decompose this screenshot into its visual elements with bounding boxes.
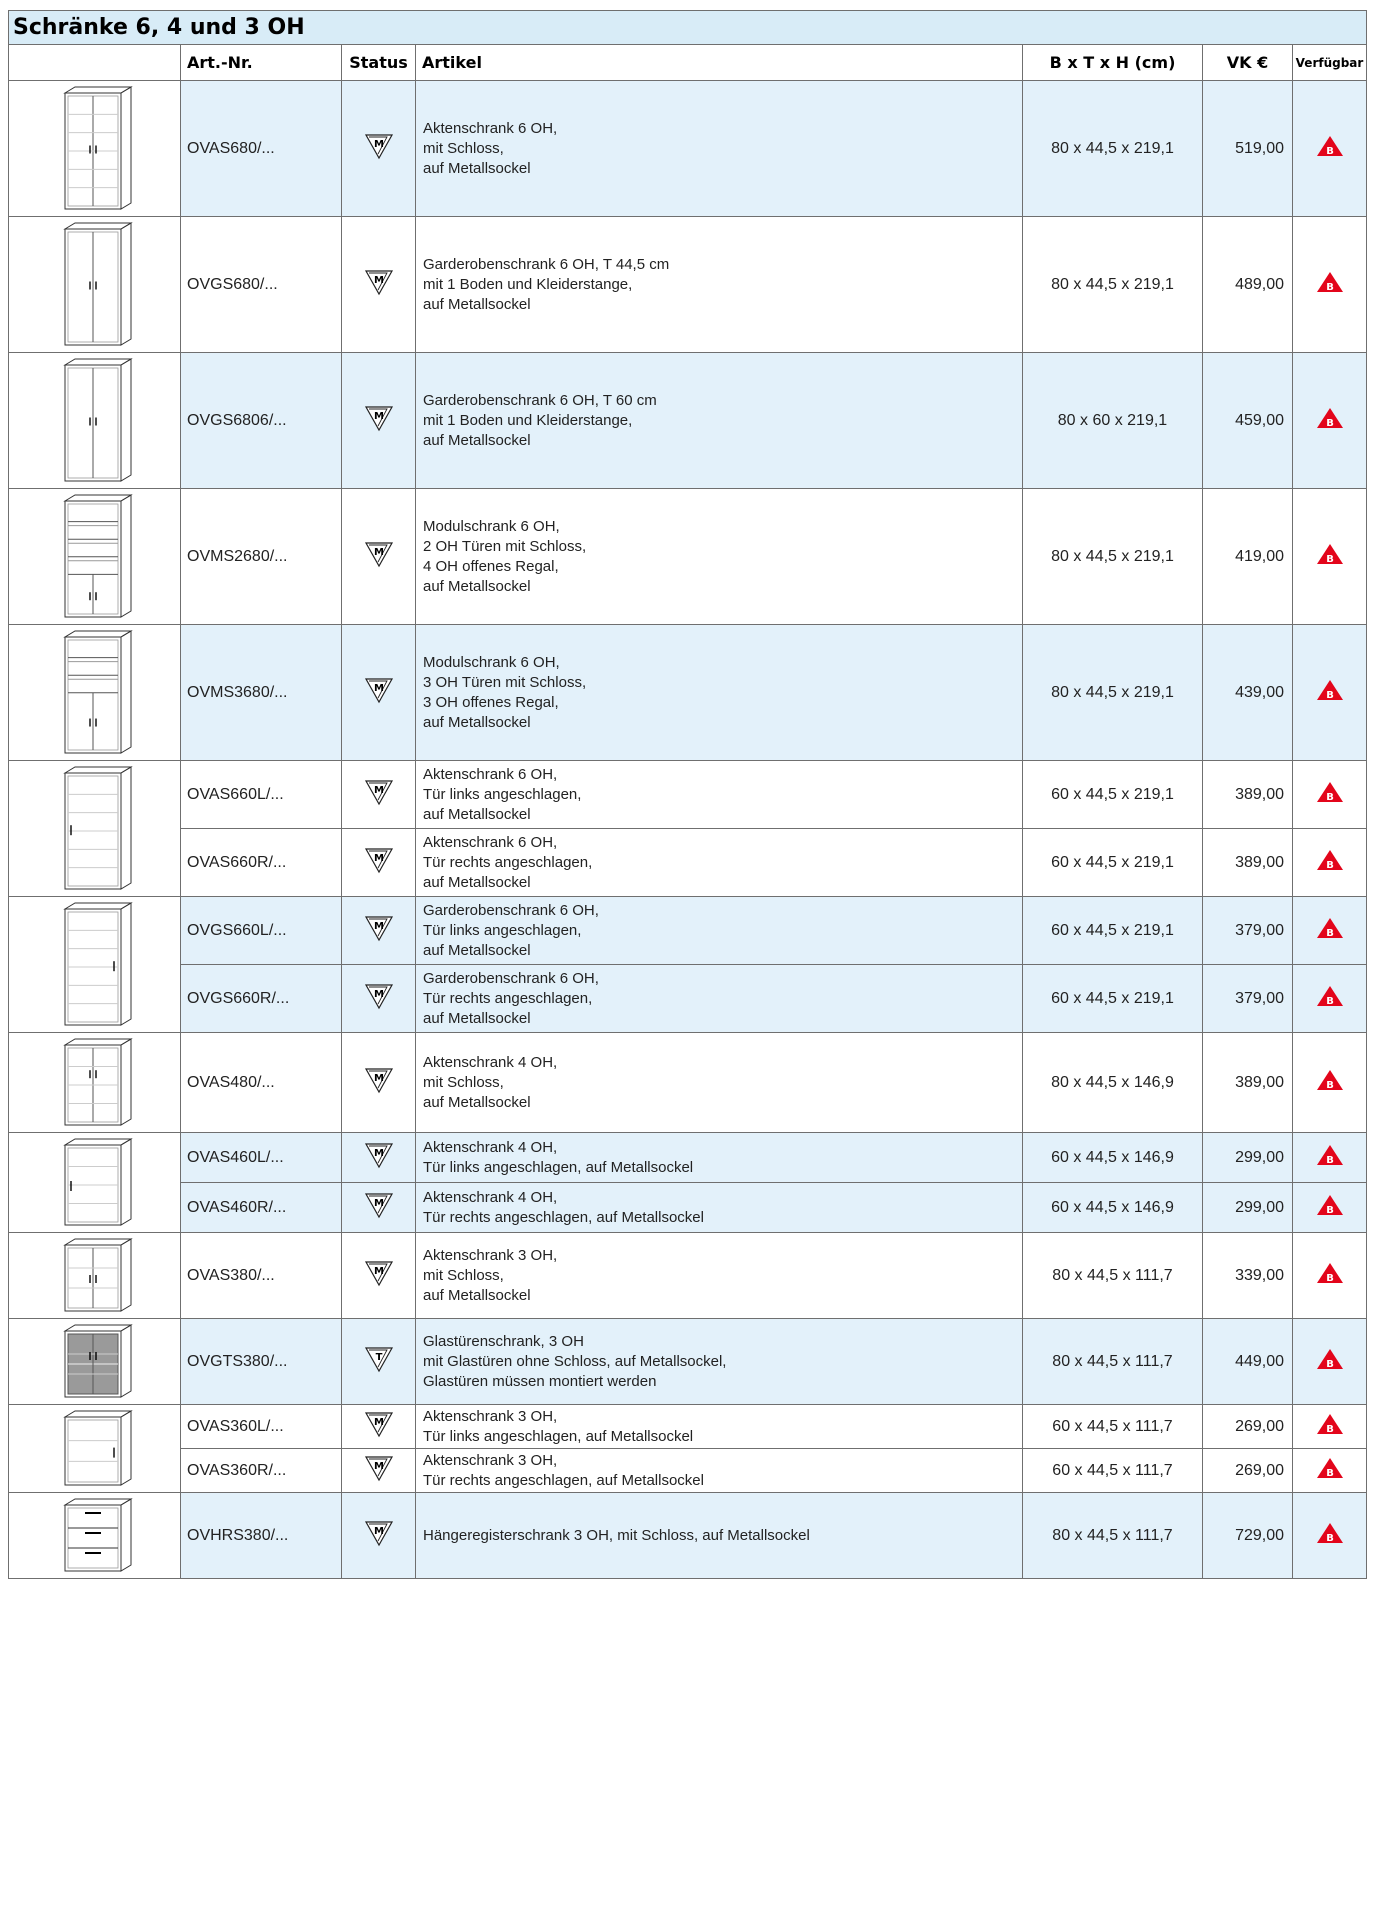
svg-text:M: M	[373, 1461, 384, 1472]
svg-text:M: M	[373, 853, 384, 864]
svg-text:B: B	[1325, 928, 1334, 939]
price: 729,00	[1203, 1493, 1293, 1579]
article-number: OVAS660R/...	[181, 829, 342, 897]
description-line: Glastüren müssen montiert werden	[423, 1372, 657, 1390]
table-row	[9, 489, 1367, 625]
status-cell	[342, 1233, 416, 1319]
dimensions: 60 x 44,5 x 219,1	[1023, 761, 1203, 829]
price: 339,00	[1203, 1233, 1293, 1319]
status-triangle-icon	[364, 914, 394, 942]
svg-text:M: M	[373, 989, 384, 1000]
availability-cell	[1293, 81, 1367, 217]
price: 379,00	[1203, 965, 1293, 1033]
article-description	[416, 761, 1023, 829]
product-image-cell	[9, 1033, 181, 1133]
dimensions: 60 x 44,5 x 146,9	[1023, 1133, 1203, 1183]
svg-text:M: M	[373, 1073, 384, 1084]
table-row	[9, 1493, 1367, 1579]
description-line: auf Metallsockel	[423, 713, 531, 731]
cabinet-drawing-icon	[55, 1323, 135, 1401]
article-number: OVGTS380/...	[181, 1319, 342, 1405]
description-line: auf Metallsockel	[423, 295, 531, 313]
availability-triangle-icon	[1315, 678, 1345, 702]
description-line: 2 OH Türen mit Schloss,	[423, 537, 587, 555]
article-description	[416, 1233, 1023, 1319]
dimensions: 80 x 44,5 x 111,7	[1023, 1319, 1203, 1405]
article-description	[416, 1133, 1023, 1183]
status-triangle-icon	[364, 1191, 394, 1219]
header-image	[9, 45, 181, 81]
article-description	[416, 1183, 1023, 1233]
description-line: Tür rechts angeschlagen,	[423, 853, 593, 871]
svg-text:T: T	[375, 1352, 382, 1363]
availability-triangle-icon	[1315, 1521, 1345, 1545]
description-line: mit Schloss,	[423, 1266, 504, 1284]
product-sheet	[8, 10, 1366, 1579]
dimensions: 60 x 44,5 x 146,9	[1023, 1183, 1203, 1233]
description-line: Tür rechts angeschlagen, auf Metallsockel	[423, 1208, 704, 1226]
article-number: OVAS380/...	[181, 1233, 342, 1319]
svg-text:B: B	[1325, 1424, 1334, 1435]
svg-text:M: M	[373, 1526, 384, 1537]
svg-text:B: B	[1325, 1080, 1334, 1091]
table-row	[9, 217, 1367, 353]
header-dimensions: B x T x H (cm)	[1023, 45, 1203, 81]
description-line: Glastürenschrank, 3 OH	[423, 1332, 584, 1350]
svg-text:B: B	[1325, 282, 1334, 293]
status-triangle-icon	[364, 778, 394, 806]
availability-triangle-icon	[1315, 270, 1345, 294]
svg-text:B: B	[1325, 860, 1334, 871]
svg-text:B: B	[1325, 690, 1334, 701]
availability-cell	[1293, 1183, 1367, 1233]
description-line: 4 OH offenes Regal,	[423, 557, 559, 575]
table-body	[9, 81, 1367, 1579]
cabinet-drawing-icon	[55, 1237, 135, 1315]
table-header-row	[9, 45, 1367, 81]
cabinet-drawing-icon	[55, 85, 135, 213]
availability-cell	[1293, 1233, 1367, 1319]
description-line: mit Glastüren ohne Schloss, auf Metallsockel,	[423, 1352, 727, 1370]
availability-triangle-icon	[1315, 984, 1345, 1008]
svg-text:M: M	[373, 1266, 384, 1277]
article-number: OVAS680/...	[181, 81, 342, 217]
availability-cell	[1293, 353, 1367, 489]
article-description	[416, 1405, 1023, 1449]
cabinet-drawing-icon	[55, 1497, 135, 1575]
description-line: Modulschrank 6 OH,	[423, 517, 560, 535]
availability-triangle-icon	[1315, 1347, 1345, 1371]
article-description	[416, 965, 1023, 1033]
dimensions: 80 x 44,5 x 219,1	[1023, 489, 1203, 625]
svg-text:B: B	[1325, 554, 1334, 565]
status-cell	[342, 1319, 416, 1405]
cabinet-drawing-icon	[55, 901, 135, 1029]
availability-triangle-icon	[1315, 1068, 1345, 1092]
svg-text:B: B	[1325, 1359, 1334, 1370]
availability-cell	[1293, 829, 1367, 897]
status-cell	[342, 1405, 416, 1449]
description-line: auf Metallsockel	[423, 1009, 531, 1027]
price: 459,00	[1203, 353, 1293, 489]
product-image-cell	[9, 81, 181, 217]
availability-cell	[1293, 965, 1367, 1033]
description-line: Aktenschrank 3 OH,	[423, 1246, 558, 1264]
article-description	[416, 829, 1023, 897]
product-image-cell	[9, 625, 181, 761]
svg-text:M: M	[373, 411, 384, 422]
cabinet-drawing-icon	[55, 1037, 135, 1129]
availability-triangle-icon	[1315, 848, 1345, 872]
status-triangle-icon	[364, 268, 394, 296]
availability-triangle-icon	[1315, 1412, 1345, 1436]
price: 489,00	[1203, 217, 1293, 353]
status-triangle-icon	[364, 1259, 394, 1287]
description-line: Tür rechts angeschlagen,	[423, 989, 593, 1007]
price: 419,00	[1203, 489, 1293, 625]
table-row	[9, 1449, 1367, 1493]
svg-text:B: B	[1325, 1273, 1334, 1284]
article-number: OVMS3680/...	[181, 625, 342, 761]
description-line: Tür links angeschlagen, auf Metallsockel	[423, 1427, 694, 1445]
cabinet-drawing-icon	[55, 357, 135, 485]
price: 389,00	[1203, 761, 1293, 829]
svg-text:B: B	[1325, 146, 1334, 157]
description-line: auf Metallsockel	[423, 577, 531, 595]
table-row	[9, 1319, 1367, 1405]
article-number: OVAS360R/...	[181, 1449, 342, 1493]
table-row	[9, 625, 1367, 761]
availability-cell	[1293, 1133, 1367, 1183]
svg-text:M: M	[373, 547, 384, 558]
description-line: Aktenschrank 6 OH,	[423, 119, 558, 137]
description-line: Modulschrank 6 OH,	[423, 653, 560, 671]
article-number: OVGS660L/...	[181, 897, 342, 965]
description-line: Aktenschrank 3 OH,	[423, 1407, 558, 1425]
availability-triangle-icon	[1315, 916, 1345, 940]
price: 269,00	[1203, 1405, 1293, 1449]
svg-text:B: B	[1325, 1205, 1334, 1216]
description-line: Tür links angeschlagen,	[423, 921, 582, 939]
product-image-cell	[9, 1133, 181, 1233]
status-triangle-icon	[364, 1141, 394, 1169]
svg-text:B: B	[1325, 996, 1334, 1007]
article-description	[416, 217, 1023, 353]
product-image-cell	[9, 1233, 181, 1319]
dimensions: 80 x 44,5 x 111,7	[1023, 1233, 1203, 1319]
availability-triangle-icon	[1315, 542, 1345, 566]
status-triangle-icon	[364, 1410, 394, 1438]
product-image-cell	[9, 1493, 181, 1579]
description-line: 3 OH offenes Regal,	[423, 693, 559, 711]
status-cell	[342, 1449, 416, 1493]
availability-cell	[1293, 1449, 1367, 1493]
price: 389,00	[1203, 829, 1293, 897]
article-description	[416, 897, 1023, 965]
svg-text:M: M	[373, 1417, 384, 1428]
status-triangle-icon	[364, 404, 394, 432]
status-cell	[342, 81, 416, 217]
availability-cell	[1293, 1319, 1367, 1405]
description-line: auf Metallsockel	[423, 1093, 531, 1111]
article-description	[416, 625, 1023, 761]
table-row	[9, 1405, 1367, 1449]
availability-cell	[1293, 761, 1367, 829]
availability-triangle-icon	[1315, 1456, 1345, 1480]
description-line: Garderobenschrank 6 OH,	[423, 969, 599, 987]
status-cell	[342, 353, 416, 489]
product-image-cell	[9, 489, 181, 625]
description-line: Garderobenschrank 6 OH,	[423, 901, 599, 919]
description-line: Aktenschrank 3 OH,	[423, 1451, 558, 1469]
description-line: Tür links angeschlagen,	[423, 785, 582, 803]
header-price: VK €	[1203, 45, 1293, 81]
status-triangle-icon	[364, 982, 394, 1010]
svg-text:M: M	[373, 139, 384, 150]
article-description	[416, 489, 1023, 625]
table-row	[9, 829, 1367, 897]
dimensions: 80 x 44,5 x 219,1	[1023, 217, 1203, 353]
description-line: Hängeregisterschrank 3 OH, mit Schloss, auf Metallsockel	[423, 1526, 810, 1544]
table-row	[9, 1133, 1367, 1183]
dimensions: 60 x 44,5 x 219,1	[1023, 965, 1203, 1033]
price: 269,00	[1203, 1449, 1293, 1493]
dimensions: 80 x 44,5 x 111,7	[1023, 1493, 1203, 1579]
status-cell	[342, 625, 416, 761]
dimensions: 60 x 44,5 x 219,1	[1023, 897, 1203, 965]
description-line: auf Metallsockel	[423, 941, 531, 959]
dimensions: 80 x 60 x 219,1	[1023, 353, 1203, 489]
availability-cell	[1293, 625, 1367, 761]
status-triangle-icon	[364, 1519, 394, 1547]
availability-triangle-icon	[1315, 134, 1345, 158]
header-status: Status	[342, 45, 416, 81]
dimensions: 80 x 44,5 x 146,9	[1023, 1033, 1203, 1133]
product-table	[8, 10, 1367, 1579]
availability-triangle-icon	[1315, 406, 1345, 430]
price: 449,00	[1203, 1319, 1293, 1405]
status-cell	[342, 489, 416, 625]
status-cell	[342, 1133, 416, 1183]
description-line: 3 OH Türen mit Schloss,	[423, 673, 587, 691]
description-line: auf Metallsockel	[423, 1286, 531, 1304]
availability-cell	[1293, 897, 1367, 965]
product-image-cell	[9, 353, 181, 489]
description-line: Tür links angeschlagen, auf Metallsockel	[423, 1158, 694, 1176]
article-description	[416, 1493, 1023, 1579]
header-article-no: Art.-Nr.	[181, 45, 342, 81]
product-image-cell	[9, 1319, 181, 1405]
status-triangle-icon	[364, 540, 394, 568]
description-line: Garderobenschrank 6 OH, T 44,5 cm	[423, 255, 670, 273]
dimensions: 80 x 44,5 x 219,1	[1023, 625, 1203, 761]
svg-text:M: M	[373, 1148, 384, 1159]
status-triangle-icon	[364, 132, 394, 160]
article-number: OVGS680/...	[181, 217, 342, 353]
svg-text:M: M	[373, 1198, 384, 1209]
description-line: auf Metallsockel	[423, 873, 531, 891]
product-image-cell	[9, 897, 181, 1033]
header-available: Verfügbar	[1293, 45, 1367, 81]
availability-triangle-icon	[1315, 1261, 1345, 1285]
description-line: mit Schloss,	[423, 139, 504, 157]
description-line: auf Metallsockel	[423, 159, 531, 177]
article-description	[416, 81, 1023, 217]
dimensions: 60 x 44,5 x 111,7	[1023, 1449, 1203, 1493]
article-number: OVAS460L/...	[181, 1133, 342, 1183]
table-row	[9, 1033, 1367, 1133]
description-line: auf Metallsockel	[423, 431, 531, 449]
description-line: Aktenschrank 6 OH,	[423, 833, 558, 851]
status-triangle-icon	[364, 1454, 394, 1482]
cabinet-drawing-icon	[55, 1409, 135, 1489]
article-number: OVAS660L/...	[181, 761, 342, 829]
dimensions: 80 x 44,5 x 219,1	[1023, 81, 1203, 217]
svg-text:M: M	[373, 921, 384, 932]
price: 379,00	[1203, 897, 1293, 965]
price: 519,00	[1203, 81, 1293, 217]
description-line: mit 1 Boden und Kleiderstange,	[423, 411, 633, 429]
availability-cell	[1293, 1405, 1367, 1449]
article-description	[416, 1319, 1023, 1405]
article-description	[416, 1449, 1023, 1493]
article-number: OVHRS380/...	[181, 1493, 342, 1579]
table-row	[9, 761, 1367, 829]
table-row	[9, 897, 1367, 965]
article-number: OVAS480/...	[181, 1033, 342, 1133]
status-cell	[342, 965, 416, 1033]
status-cell	[342, 217, 416, 353]
table-row	[9, 353, 1367, 489]
table-row	[9, 1233, 1367, 1319]
article-number: OVAS460R/...	[181, 1183, 342, 1233]
price: 389,00	[1203, 1033, 1293, 1133]
article-description	[416, 353, 1023, 489]
dimensions: 60 x 44,5 x 219,1	[1023, 829, 1203, 897]
price: 299,00	[1203, 1183, 1293, 1233]
product-image-cell	[9, 217, 181, 353]
status-triangle-icon	[364, 1066, 394, 1094]
article-description	[416, 1033, 1023, 1133]
availability-triangle-icon	[1315, 1193, 1345, 1217]
cabinet-drawing-icon	[55, 221, 135, 349]
description-line: mit 1 Boden und Kleiderstange,	[423, 275, 633, 293]
status-cell	[342, 829, 416, 897]
svg-text:B: B	[1325, 1533, 1334, 1544]
article-number: OVAS360L/...	[181, 1405, 342, 1449]
status-cell	[342, 1033, 416, 1133]
cabinet-drawing-icon	[55, 493, 135, 621]
svg-text:M: M	[373, 683, 384, 694]
price: 439,00	[1203, 625, 1293, 761]
header-article: Artikel	[416, 45, 1023, 81]
table-row	[9, 965, 1367, 1033]
status-triangle-icon	[364, 676, 394, 704]
status-cell	[342, 761, 416, 829]
svg-text:B: B	[1325, 792, 1334, 803]
description-line: Aktenschrank 4 OH,	[423, 1138, 558, 1156]
cabinet-drawing-icon	[55, 765, 135, 893]
availability-triangle-icon	[1315, 780, 1345, 804]
svg-text:M: M	[373, 275, 384, 286]
product-image-cell	[9, 1405, 181, 1493]
page-title: Schränke 6, 4 und 3 OH	[9, 11, 1367, 45]
product-image-cell	[9, 761, 181, 897]
status-triangle-icon	[364, 846, 394, 874]
article-number: OVMS2680/...	[181, 489, 342, 625]
description-line: Tür rechts angeschlagen, auf Metallsockel	[423, 1471, 704, 1489]
availability-cell	[1293, 1493, 1367, 1579]
status-cell	[342, 1493, 416, 1579]
description-line: auf Metallsockel	[423, 805, 531, 823]
dimensions: 60 x 44,5 x 111,7	[1023, 1405, 1203, 1449]
table-row	[9, 1183, 1367, 1233]
svg-text:B: B	[1325, 1468, 1334, 1479]
svg-text:B: B	[1325, 418, 1334, 429]
article-number: OVGS6806/...	[181, 353, 342, 489]
availability-triangle-icon	[1315, 1143, 1345, 1167]
status-cell	[342, 1183, 416, 1233]
cabinet-drawing-icon	[55, 1137, 135, 1229]
svg-text:M: M	[373, 785, 384, 796]
price: 299,00	[1203, 1133, 1293, 1183]
description-line: Garderobenschrank 6 OH, T 60 cm	[423, 391, 657, 409]
table-row	[9, 81, 1367, 217]
status-cell	[342, 897, 416, 965]
status-triangle-icon	[364, 1345, 394, 1373]
availability-cell	[1293, 1033, 1367, 1133]
description-line: mit Schloss,	[423, 1073, 504, 1091]
description-line: Aktenschrank 6 OH,	[423, 765, 558, 783]
cabinet-drawing-icon	[55, 629, 135, 757]
description-line: Aktenschrank 4 OH,	[423, 1053, 558, 1071]
svg-text:B: B	[1325, 1155, 1334, 1166]
article-number: OVGS660R/...	[181, 965, 342, 1033]
description-line: Aktenschrank 4 OH,	[423, 1188, 558, 1206]
availability-cell	[1293, 217, 1367, 353]
availability-cell	[1293, 489, 1367, 625]
